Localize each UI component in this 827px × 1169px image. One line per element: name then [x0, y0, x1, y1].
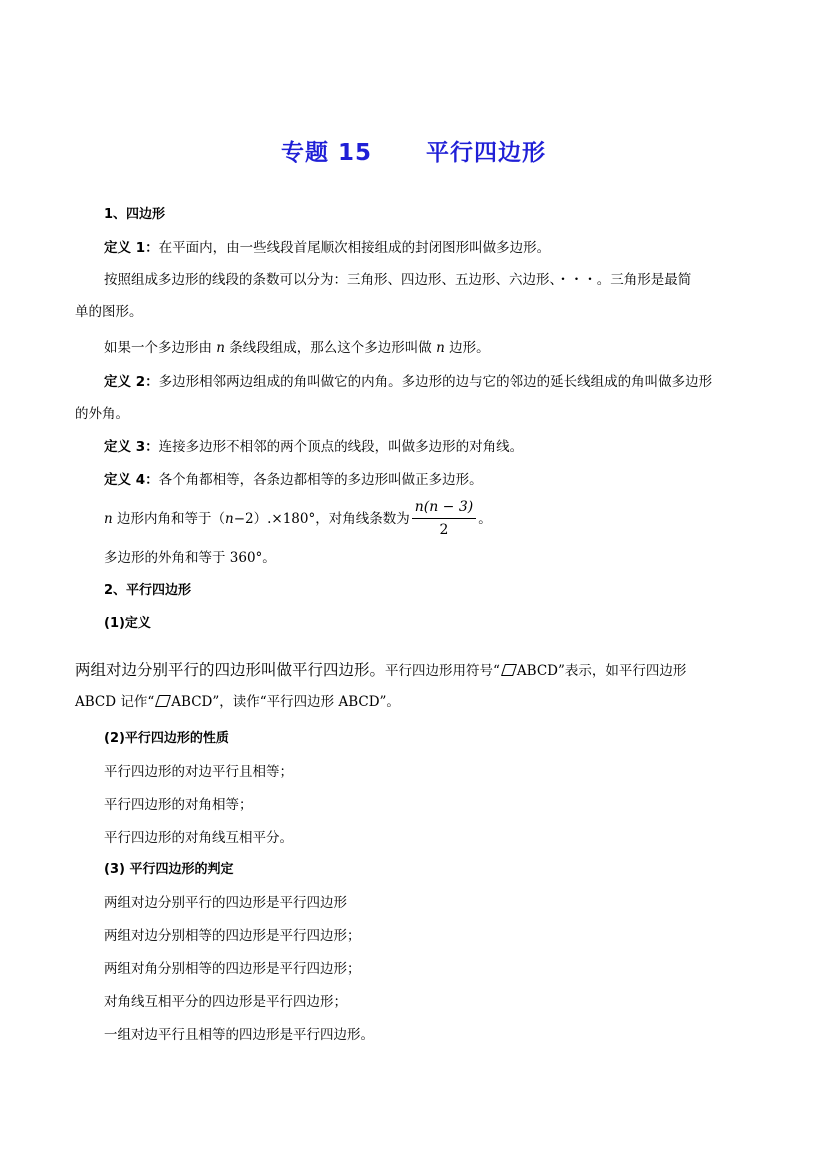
fraction-denominator: 2: [439, 522, 449, 538]
definition-4-label: 定义 4：: [104, 472, 159, 488]
parallelogram-symbol-icon: [155, 695, 171, 707]
definition-2: [104, 372, 712, 392]
section-heading-quadrilateral: 1、四边形: [104, 207, 166, 222]
exterior-angle-sum: 多边形的外角和等于 360°。: [104, 550, 276, 566]
section-heading-parallelogram: 2、平行四边形: [104, 583, 192, 598]
criterion-item: 一组对边平行且相等的四边形是平行四边形。: [104, 1027, 374, 1043]
n-gon-text-3: 边形。: [444, 340, 490, 356]
definition-2-line-2: 的外角。: [75, 406, 129, 422]
parallelogram-notation: [75, 692, 400, 712]
definition-1-text: 在平面内，由一些线段首尾顺次相接组成的封闭图形叫做多边形。: [158, 240, 551, 256]
classification-line-2: 单的图形。: [75, 304, 143, 320]
definition-3-label: 定义 3：: [104, 439, 159, 455]
fraction-numerator: n(n − 3): [412, 498, 477, 519]
interior-angle-formula: [104, 499, 492, 540]
parallelogram-symbol-text-2: ABCD”表示，如平行四边形: [516, 663, 687, 679]
criterion-item: 两组对边分别平行的四边形是平行四边形: [104, 895, 347, 911]
property-item: 平行四边形的对角相等；: [104, 797, 253, 813]
definition-3-text: 连接多边形不相邻的两个顶点的线段，叫做多边形的对角线。: [158, 439, 524, 455]
criterion-item: 对角线互相平分的四边形是平行四边形；: [104, 994, 347, 1010]
classification-line-1: 按照组成多边形的线段的条数可以分为：三角形、四边形、五边形、六边形、・・・。三角形是最简: [104, 272, 692, 288]
angle-text-2: −2）.×180°，对角线条数为: [233, 511, 410, 527]
property-item: 平行四边形的对角线互相平分。: [104, 830, 293, 846]
property-item: 平行四边形的对边平行且相等；: [104, 764, 293, 780]
definition-4-text: 各个角都相等，各条边都相等的多边形叫做正多边形。: [158, 472, 483, 488]
n-variable: n: [436, 340, 445, 356]
definition-3: [104, 437, 523, 457]
definition-4: [104, 470, 483, 490]
notation-text-1: ABCD 记作“: [75, 694, 155, 710]
parallelogram-symbol-icon: [501, 664, 517, 676]
definition-1: [104, 238, 550, 258]
n-gon-text-1: 如果一个多边形由: [104, 340, 217, 356]
angle-text-1: 边形内角和等于（: [112, 511, 225, 527]
diagonal-count-fraction: [412, 498, 477, 539]
parallelogram-definition-main: 两组对边分别平行的四边形叫做平行四边形。: [75, 661, 386, 679]
parallelogram-symbol-text-1: 平行四边形用符号“: [385, 663, 500, 679]
criterion-item: 两组对角分别相等的四边形是平行四边形；: [104, 961, 361, 977]
subheading-criteria: (3) 平行四边形的判定: [104, 862, 234, 877]
parallelogram-definition: [75, 660, 686, 681]
n-variable: n: [104, 511, 113, 527]
definition-1-label: 定义 1：: [104, 240, 159, 256]
notation-text-2: ABCD”，读作“平行四边形 ABCD”。: [171, 694, 400, 710]
subheading-properties: (2)平行四边形的性质: [104, 731, 229, 746]
angle-end: 。: [478, 511, 492, 527]
n-variable: n: [216, 340, 225, 356]
definition-2-text: 多边形相邻两边组成的角叫做它的内角。多边形的边与它的邻边的延长线组成的角叫做多边形: [158, 374, 713, 390]
n-gon-text-2: 条线段组成，那么这个多边形叫做: [225, 340, 437, 356]
definition-2-label: 定义 2：: [104, 374, 159, 390]
page-title: 专题 15 平行四边形: [280, 140, 547, 166]
n-gon-definition: [104, 338, 490, 358]
n-variable: n: [225, 511, 234, 527]
subheading-definition: (1)定义: [104, 616, 151, 631]
criterion-item: 两组对边分别相等的四边形是平行四边形；: [104, 928, 361, 944]
